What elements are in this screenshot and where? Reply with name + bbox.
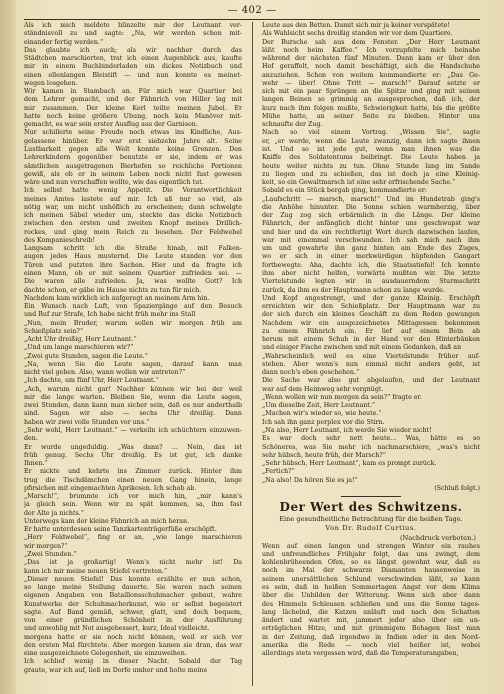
text-line: Lehrerkindern gegenüber benutzte er sie, indem er was [24,154,242,162]
text-line: morgens hatte er sie noch nicht können, weil er sich vor [24,633,242,641]
text-line: wegen losgehen. [24,79,78,87]
text-line: erreichten wir den Schießplatz. Der Hauptmann war zu [262,303,480,311]
text-line: Kniffe des Soldatentums beibringt. Die Leute haben ja [262,154,480,162]
text-line: „Wahrscheinlich weil es eine Viertelstunde früher auf- [262,352,480,360]
text-line: mir in einem Buchbinderladen ein dickes Notizbuch und [24,63,242,71]
text-line: Die waren alle zufrieden. Ja, was wollte Gott? Ich [24,278,242,286]
text-line: „Wenn wollen wir nun morgen da sein?“ fragte er. [262,393,422,401]
text-line: dachte schon, er gäbe im Hause nichts zu tun für mich. [24,286,202,294]
text-line: herum mit einem Schuh in der Hand vor den Hinterbänken [262,336,480,344]
text-line: war auf dem Heimweg sehr vergnügt. [262,385,384,393]
text-line: ihm aber nicht helfen, vorwärts mußten wir. Die letzte [262,269,480,277]
text-line: um und gewahrte ihn ganz hinten am Ende des Zuges, [262,245,480,253]
text-line: amerika die Rede — noch viel heißer ist, wobei [262,641,480,649]
text-line: Als Wahlsicht sechs dreißig standen wir vor dem Quartiere. [262,30,453,38]
text-line: „Dieser neuen Stiefel! Das konnte erzählte er nun schon, [24,575,242,583]
text-line: sämtlichen ausgetragenen Bierhefen so reichliche Portionen [24,162,242,170]
text-line: wo er sich in einer merkwürdigen hüpfenden Gangart [262,253,480,261]
text-line: des Kompanieschreib! [24,236,95,244]
text-line: und hier und da ein rechtfertigt Wort durch dazwischen laufen, [262,228,480,236]
text-line: nötig war, um nicht unhöflich zu erscheinen; dann schwelgte [24,203,242,211]
text-line: Und Kopf angestrengt, und der ganze Kleinig. Erschöpft [262,294,480,302]
text-line: nicht viel geben. Also, wann wollen wir antreten?“ [24,369,186,377]
text-line: Mühe hatte, an seiner Seite zu bleiben. Hinter uns [262,112,480,120]
article-title: Der Wert des Schwitzens. [279,500,463,515]
text-line: „Ach, warum nicht gar! Nachher können wir bei der weil [24,385,242,393]
text-line: eigenen Angaben von Bataillonsschuhmacher gebaut, wahre [24,592,242,600]
text-line: noch im Mai der schwarze Diamanten hausenweise in [262,567,480,575]
text-line: früh genug. Sechs Uhr dreißig. Es ist gut, ich danke [24,451,242,459]
text-line: stehen. Aber wenn's nun einmal nicht anders geht, ist [262,360,480,368]
text-line: Wir kamen in Stambach an. Für mich war Quartier bei [24,88,242,96]
text-line: in der Zeitung, daß irgendwo in Indien oder in den Nord- [262,633,480,641]
text-line: Als ich mich meldete blinzelte mir der Leutnant ver- [24,22,242,29]
text-line: er, „er werde, wenn die Leute zwanzig, dann ich sagte ihnen [262,137,480,145]
column-divider [252,22,253,686]
text-line: Ich schlief wenig in dieser Nacht. Sobald der Tag [24,658,242,666]
text-line: sagte. Auf Band gemäß, schwer, glatt, und doch bequem, [24,608,242,616]
text-line: Ihnen.“ [24,460,48,468]
text-line: Nachdem kam wirklich ich aufgeregt an meinem Arm hin. [24,294,210,302]
text-line: fortbewegte. Aha, dachte ich, die Staatsstiefel! Ich konnte [262,261,480,269]
text-line: Der Bursche sah aus dem Fenster. „Der Herr Leutnant [262,38,480,46]
text-line: einen Mann, ob er mit seinem Quartier zufrieden sei. — [24,269,242,277]
text-line: „Nun, mein Bruder, warum sollen wir morgen früh am [24,319,242,327]
text-line: von einer gründlichen Schönheit in der Ausführung [24,617,242,625]
article-subtitle: Eine gesundheitliche Betrachtung für die heißen Tage. [279,515,463,524]
text-line: war mit einemmal verschwunden. Ich sah mich nach ihm [262,236,480,244]
text-line: einander fertig werden.“ [24,38,104,46]
text-line: Schießplatz sein?“ [24,327,84,335]
text-line: Kunstwerke der Schuhmacherkunst, wie er selbst begeistert [24,600,242,608]
text-line: Viertelstunde legten wir in ausdauerndem Sturmschritt [262,278,480,286]
text-line: gelassene hinüber. Er war erst siebzehn Jahre alt. Seine [24,137,242,145]
text-line: zwei Stunden, dann kann man sicher sein, daß es nur anderthalb [24,402,242,410]
text-line: Türen und putzten ihre Sachen. Hier und da fragte ich [24,261,242,269]
text-line: Nachdem wir ein ausgezeichnetes Mittagessen bekommen [262,319,480,327]
text-line: eine ausgezeichnete Gelegenheit, sie einzuweihen. [24,650,187,658]
text-line: „Sehr hübsch, Herr Leutnant“, kam es prompt zurück. [262,460,437,468]
text-line: zwischen den ersten und zweiten Knopf meines Drillich- [24,220,242,228]
text-line: hatte noch keine größere Übung, noch kein Manöver mit- [24,112,242,120]
text-line: „Sehr wohl, Herr Leutnant.“ — verkeiln ich schüchtern einzuwen- [24,427,242,435]
text-line: haben wir zwei volle Stunden vor uns.“ [24,418,150,426]
text-line: Unterwegs kam der kleine Fähnrich an mich heran. [24,517,190,525]
text-line: dann noch's eben geschehen.“ [262,369,360,377]
text-line: Das glaubte ich auch; als wir nachher durch das [24,46,242,54]
text-line: kurz nach ihm folgen mußte, Schwierigkeit hatte, bis die größte [262,104,480,112]
text-line: Langsam schritt ich die Straße hinab, mit Falken- [24,245,242,253]
text-line: zu einem Fähnrich ein. Er lief auf einem Bein ab [262,327,480,335]
text-line: Lustbarkeit gegen alle Welt konnte keine Grenzen. Den [24,145,242,153]
text-line: einen ellenlangen Bleistift — und nun konnte es meinet- [24,71,242,79]
text-line: „Das ist ja großartig! Wenn's nicht mehr ist! Da [24,559,242,567]
article-body [262,543,480,659]
text-line: Fähnrich, der anfänglich dicht hinter uns geschwupst war [262,220,480,228]
text-line: allerdings stets vergessen wird, daß die Temperaturangaben, [262,650,459,658]
section-divider [341,496,401,497]
text-line: der Zug zog sich erbärmlich in die Länge. Der kleine [262,212,480,220]
text-line: über die Unbilden der Witterung. Wenn sich aber dann [262,592,480,600]
text-line: Er hatte unterdessen seine Tanzkartenträgerfüße erschöpft. [24,526,217,534]
text-line: sehr hübsch, heute früh, der Marsch?“ [262,451,386,459]
text-line: Es war doch sehr nett heute... Was, hätte es so [262,435,480,443]
text-line: mir die lange warten. Bleiben Sie, wenn die Leute sagen, [24,393,242,401]
text-line: „Na also! Da hören Sie es ja!“ [262,476,358,484]
text-line: ist. Und so ist jede gut, wenn man ihnen was die [262,145,480,153]
text-line: Leute aus den Betten. Damit sich mir ja keiner verspätete! [262,22,450,29]
text-line: der sich durch ein kleines Geschäft zu dem Reden gewungen [262,311,480,319]
text-line: „Herr Feldwebel“, fing er an, „wie lange marschieren [24,534,242,542]
text-line: ständnisvoll zu und sagte: „Na, wir werden schon mit- [24,30,242,38]
text-line: „Ich dachte, um fünf Uhr, Herr Leutnant.“ [24,377,159,385]
text-line: ändert und wartet mit, jammert jeder also über ein un- [262,617,480,625]
text-line: Hof geraffelt, noch damit beschäftigt, sich die Handschuhe [262,63,480,71]
text-line: zu liegen und zu schießen, das ist doch ja eine Kleinig- [262,170,480,178]
text-line: Nach so viel einem Vortrag. „Wissen Sie“, sagte [262,129,480,137]
text-line: „Machen wir's wieder so, wie heute.“ [262,410,382,418]
text-line: wäre und nun verschaffen wollte, wie das eigentlich tut. [24,179,204,187]
text-line: und einiger Fische zwischen und mit einem Gedanken, daß an [262,344,462,352]
text-line: es sein, daß in heißen Sommertagen Angst vor dem Klima [262,583,480,591]
text-line: „Marsch!“, brummte ich vor mich hin, „mir kann's [24,493,242,501]
text-line: schnaufte der Zug. [262,121,323,129]
text-line: rockes, und ging mein Reich zu besehen. Der Feldwebel [24,228,242,236]
text-line: ja gleich sein. Wenn wir zu spät kommen, sa, ihm fast [24,501,242,509]
text-line: und unwohlig mit Not ausgebessert, kurz, Ideal vielleicht. [24,625,210,633]
text-line: kann ich mir meine neuen Stiefel vertreten.“ [24,567,168,575]
text-line: dem Lehrer gemacht, und der Fähnrich von Hiller lag mit [24,96,242,104]
text-line: „Na also, Herr Leutnant, ich werde Sie wieder nicht! [262,427,432,435]
text-line: keit, so ein Gewaltmarsch ist eine sehr erfrischende Sache.“ [262,179,456,187]
article-author: Von Dr. Rudolf Curtius. [325,523,417,532]
text-line: während der nächsten fünf Minuten. Dann kam er über den [262,55,480,63]
text-line: zurück, da ihm es der Hauptmann schon zu lange wurde. [262,286,445,294]
text-line: und Ruf zur Strafe, Ich habe nicht früh mehr ins Stall [24,311,196,319]
text-line: Städtchen marschierten, trat ich einen Augenblick aus, kaufte [24,55,242,63]
text-line: lang lächelnd, die Katzen anläuft und nach den Schatten [262,608,480,616]
text-line: Ich selbst hatte wenig Appetit. Die Verantwortlichkeit [24,187,242,195]
page-header [24,4,480,20]
book-spine-shadow [0,0,16,694]
text-line: Die Sache war also gut abgelaufen, und der Leutnant [262,377,480,385]
text-line: graute, war ich auf, ließ im Dorfe umher und holte meine [24,666,208,674]
text-line: mir zusammen. Der kleine Kerl teilte meinen Jubel. Er [24,104,242,112]
text-line: „Laufschritt — marsch, marsch!“ Und im Hundetrab ging's [262,195,480,203]
text-line: erträglichen Hitze, und mit grimmigem Behagen liest man [262,625,480,633]
text-line: so lange meine Stellung dauerte. Sie waren nach seinen [24,584,242,592]
text-line: läßt noch beim Kaffee.“ Ich verzupfelte mich beinahe [262,46,480,54]
text-line: Er nickte und kehrte ins Zimmer zurück. Hinter ihm [24,468,242,476]
reprint-notice: (Nachdruck verboten.) [399,534,476,543]
text-line: Sobald es ein Stück bergab ging, kommandierte er: [262,187,427,195]
text-line: Ein Wunsch nach Luft, von Spaziergänge auf den Besuch [24,303,242,311]
text-line: des Himmels Schleusen schließen und uns die Sonne tages- [262,600,480,608]
text-line: wehr — über! Ohne Tritt — marsch!“ Darauf setzte er [262,79,480,87]
text-line: pfirsichen mit eingemachten Aprikosen. Ich schob ab. [24,484,197,492]
left-column [24,22,242,686]
header-rule [24,19,480,20]
text-line: augen jedes Haus musternd. Die Leute standen vor den [24,253,242,261]
text-line: Schöneres, was Sie mehr ich nachmarschiere, „was's nicht [262,443,480,451]
text-line: „Fertich?“ [262,468,295,476]
text-line: der Alte ja nichts.“ [24,509,84,517]
text-line: „Acht Uhr dreißig, Herr Leutnant.“ [24,336,137,344]
text-line: (Schluß folgt.) [434,484,480,492]
text-line: langen Beinen so grimmig an ausgesprochen, daß ich, der [262,96,480,104]
text-line: ich meinen Säbel wieder um, steckte das dicke Notizbuch [24,212,242,220]
text-line: Nur schillerte seine Freude noch etwas ins Kindliche, Aus- [24,129,242,137]
text-line: „Um dieselbe Zeit, Herr Leutnant.“ [262,402,376,410]
text-line: trug die Tischdämchen einen neuen Gang hinein, lange [24,476,242,484]
text-line: gemacht, es war sein erster Ausflug aus der Garnison. [24,121,198,129]
text-line: heute weiter nichts zu tun. Ohne Stunde lang im Sande [262,162,480,170]
text-line: und unfreundliches Frühjahr folgt, das uns zwingt, dem [262,550,480,558]
text-line: „Zwei gute Stunden, sagen die Leute.“ [24,352,148,360]
text-line: sich mit ein paar Sprüngen an die Spitze und ging mit seinen [262,88,480,96]
text-line: die Anhöhe hinunter. Die Sonne schien warmherzig, über [262,203,480,211]
text-line: seinem unersättlichen Schlund verschwinden läßt, so kann [262,575,480,583]
text-line: Ich sah ihn ganz perplex vor die Stirn. [262,418,385,426]
right-column [262,22,480,686]
text-line: „Und um lange marschieren wir?“ [24,344,134,352]
page-number: — 402 — [227,5,277,16]
text-line: meines Amtes lastete auf mir. Ich aß nur so viel, als [24,195,242,203]
text-line: wir morgen?“ [24,542,68,550]
text-line: „Zwei Stunden.“ [24,551,77,558]
text-line: anzuziehen. Schon von weitem kommandierte er: „Das Ge- [262,71,480,79]
story-continuation [262,22,480,493]
text-line: „Na, wenn Sie die Leute sagen, darauf kann man [24,360,242,368]
text-line: Er wurde ungeduldig. „Was dann? ... Nein, das ist [24,443,242,451]
text-line: den ersten Mal fürchtete. Aber morgen kamen sie dran, das war [24,641,242,649]
text-line: sind. Sagen wir also — sechs Uhr dreißig. Dann [24,410,242,418]
text-line: den. [24,435,38,443]
text-line: Wenn auf einen langen und strengen Winter ein rauhes [262,542,480,550]
text-line: gewiß, als ob er in seinem Leben noch nicht fast gewesen [24,170,242,178]
text-line: kohlenbrüheenden Ofen, so es längst gewohnt war, daß es [262,559,480,567]
